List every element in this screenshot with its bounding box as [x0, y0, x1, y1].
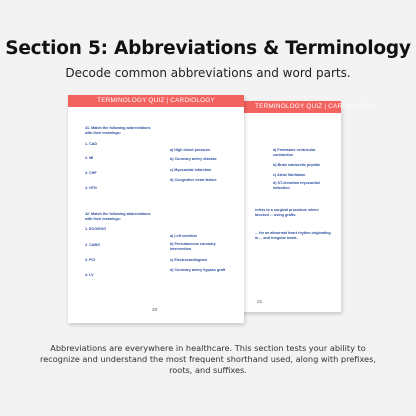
abbreviation-item: 4. HTN: [85, 186, 97, 190]
answer-line: b) Brain natriuretic peptide: [273, 163, 321, 167]
abbreviation-item: 2. MI: [85, 156, 94, 160]
abbreviation-item: 1. ECG/EKG: [85, 227, 107, 231]
meaning-item: b) Coronary artery disease: [170, 157, 217, 161]
answer-line: d) ST-elevation myocardial infarction: [273, 181, 320, 190]
abbreviation-item: 3. CHF: [85, 171, 97, 175]
meaning-item: a) Left ventricle: [170, 234, 198, 238]
abbreviation-item: 3. PCI: [85, 258, 96, 262]
question-prompt: 42. Match the following abbreviations with their meanings:: [85, 212, 151, 221]
abbreviation-item: 2. CABG: [85, 243, 100, 247]
page-number: 20: [152, 308, 158, 313]
question-text: refers to a surgical procedure where blocked ... using grafts.: [255, 208, 319, 217]
worksheet-page-front: [68, 95, 244, 323]
meaning-item: c) Electrocardiogram: [170, 258, 207, 262]
page-number: 21: [257, 300, 263, 305]
meaning-item: d) Congestive heart failure: [170, 178, 217, 182]
meaning-item: c) Myocardial infarction: [170, 168, 212, 172]
section-subtitle: Decode common abbreviations and word parts.: [65, 66, 351, 80]
answer-line: c) Atrial fibrillation: [273, 173, 306, 177]
abbreviation-item: 1. CAD: [85, 142, 98, 146]
abbreviation-item: 4. LV: [85, 273, 94, 277]
meaning-item: d) Coronary artery bypass graft: [170, 268, 226, 272]
page-banner: TERMINOLOGY QUIZ | CARDIOLOGY: [68, 95, 244, 107]
page-banner: TERMINOLOGY QUIZ | CARDIOLOGY: [226, 101, 341, 113]
description-text: Abbreviations are everywhere in healthcare. This section tests your ability to recognize and understand the most frequent shorthand used, along with prefixes, roots, and suffixes.: [40, 343, 376, 375]
meaning-item: a) High blood pressure: [170, 148, 211, 152]
meaning-item: b) Percutaneous coronary intervention: [170, 242, 216, 251]
section-title: Section 5: Abbreviations & Terminology: [5, 38, 411, 59]
question-text: ... for an abnormal heart rhythm originating in ... and irregular beats.: [255, 231, 331, 240]
answer-line: a) Premature ventricular contraction: [273, 148, 316, 157]
question-prompt: 41. Match the following abbreviations with their meanings:: [85, 126, 151, 135]
